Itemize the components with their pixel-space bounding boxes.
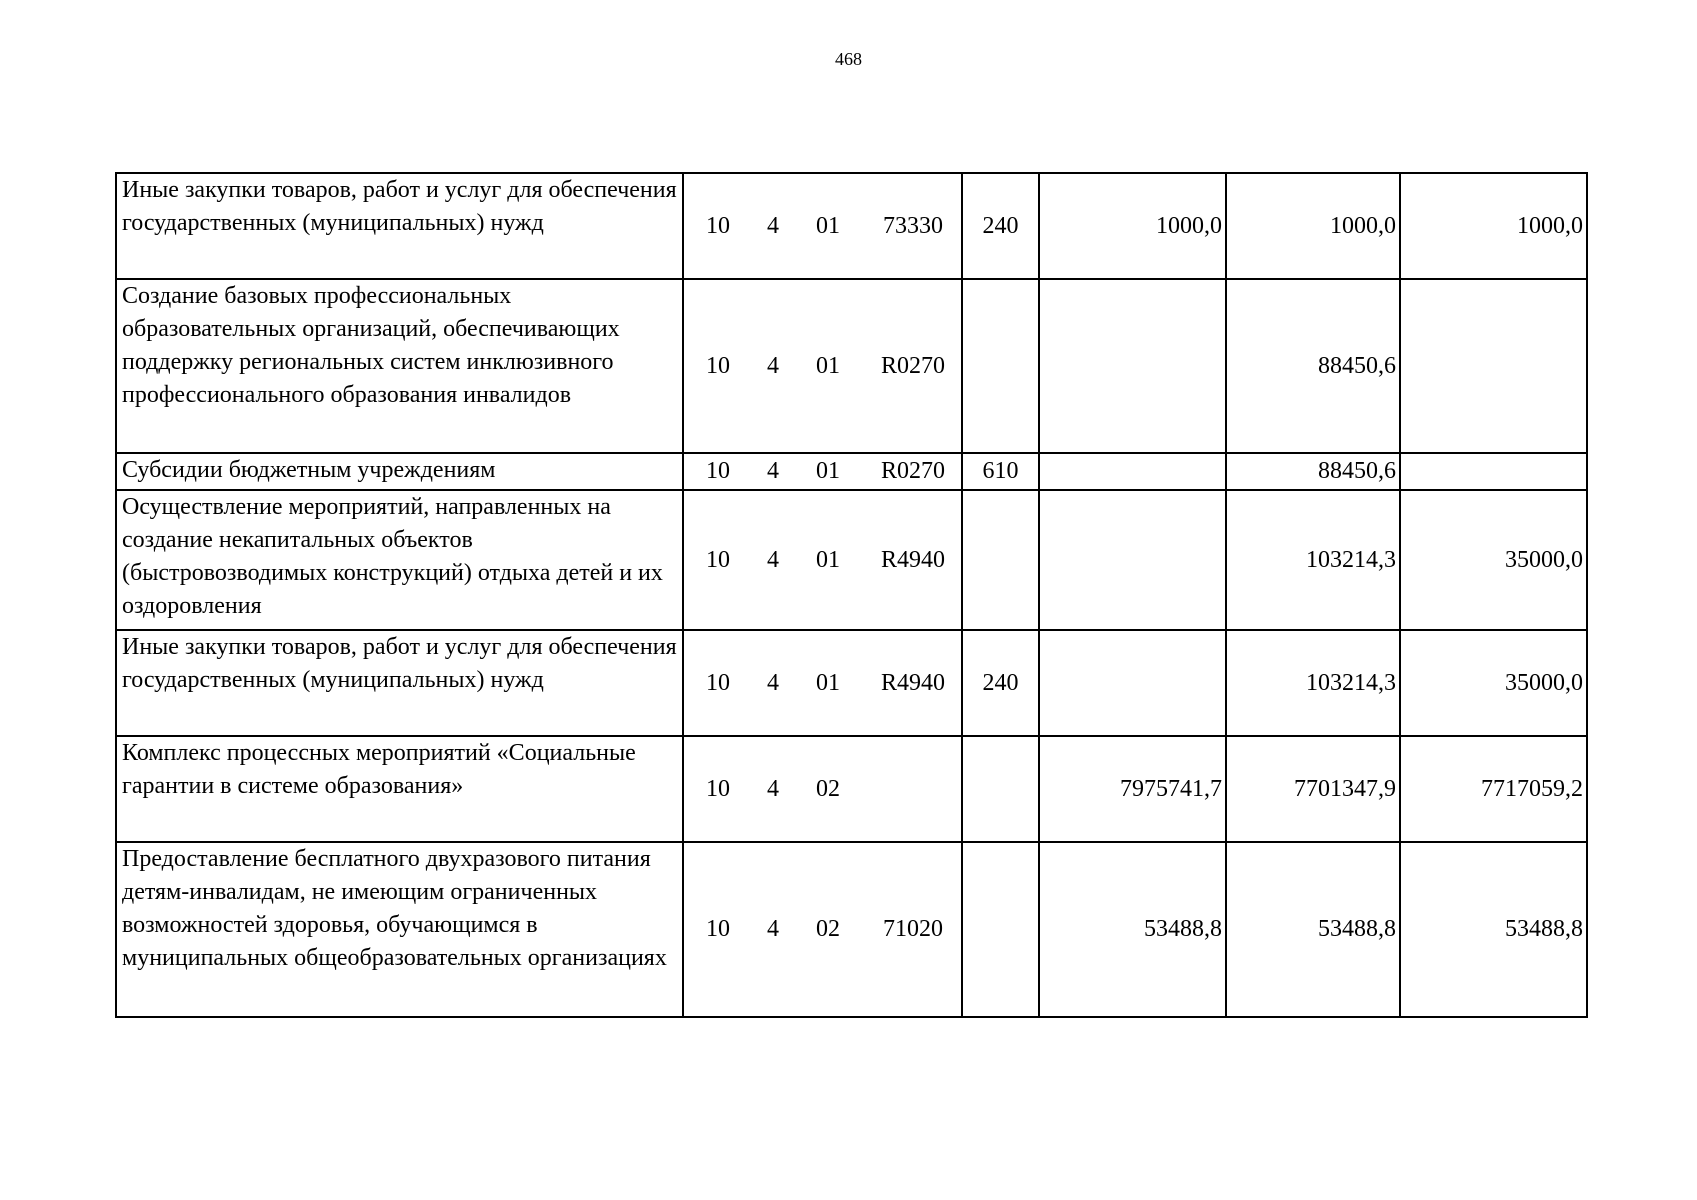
- amount-year-3: 53488,8: [1400, 842, 1587, 1017]
- subsection-code: 4: [767, 458, 779, 484]
- expense-type-code: 240: [962, 630, 1039, 736]
- amount-year-2: 103214,3: [1226, 630, 1400, 736]
- amount-year-1: 7975741,7: [1039, 736, 1226, 842]
- section-code: 10: [706, 546, 730, 573]
- amount-year-2: 103214,3: [1226, 490, 1400, 630]
- budget-table-body: [116, 173, 1587, 1017]
- item-name: Иные закупки товаров, работ и услуг для обеспечения государственных (муниципальных) нужд: [116, 173, 683, 279]
- expense-type-code: 610: [962, 453, 1039, 490]
- section-code: 10: [706, 669, 730, 696]
- amount-year-3: 35000,0: [1400, 630, 1587, 736]
- subsection-code: 4: [767, 352, 779, 379]
- item-name: Осуществление мероприятий, направленных на создание некапитальных объектов (быстровозводимых конструкций) отдыха детей и их оздоровления: [116, 490, 683, 630]
- amount-year-1: [1039, 453, 1226, 490]
- section-code: 10: [706, 212, 730, 239]
- expense-type-code: [962, 736, 1039, 842]
- table-row: [116, 736, 1587, 842]
- amount-year-2: 53488,8: [1226, 842, 1400, 1017]
- amount-year-3: 35000,0: [1400, 490, 1587, 630]
- program-code: 01: [816, 352, 840, 379]
- table-row: [116, 490, 1587, 630]
- table-row: [116, 279, 1587, 453]
- classification-codes: [683, 490, 962, 630]
- classification-codes: [683, 173, 962, 279]
- subsection-code: 4: [767, 546, 779, 573]
- item-name: Иные закупки товаров, работ и услуг для обеспечения государственных (муниципальных) нужд: [116, 630, 683, 736]
- program-code: 02: [816, 916, 840, 942]
- item-name: Субсидии бюджетным учреждениям: [116, 453, 683, 490]
- classification-codes: [683, 842, 962, 1017]
- item-name: Создание базовых профессиональных образовательных организаций, обеспечивающих поддержку региональных систем инклюзивного профессионального образования инвалидов: [116, 279, 683, 453]
- target-article-code: R0270: [880, 352, 946, 379]
- amount-year-3: 7717059,2: [1400, 736, 1587, 842]
- amount-year-1: [1039, 630, 1226, 736]
- classification-codes: [683, 279, 962, 453]
- amount-year-3: 1000,0: [1400, 173, 1587, 279]
- target-article-code: R0270: [880, 458, 946, 484]
- amount-year-2: 88450,6: [1226, 453, 1400, 490]
- target-article-code: 71020: [883, 916, 943, 942]
- amount-year-1: 1000,0: [1039, 173, 1226, 279]
- program-code: 01: [816, 458, 840, 484]
- program-code: 01: [816, 546, 840, 573]
- table-row: [116, 842, 1587, 1017]
- section-code: 10: [706, 916, 730, 942]
- classification-codes: [683, 736, 962, 842]
- amount-year-3: [1400, 453, 1587, 490]
- table-row: [116, 453, 1587, 490]
- amount-year-1: 53488,8: [1039, 842, 1226, 1017]
- amount-year-1: [1039, 279, 1226, 453]
- target-article-code: R4940: [880, 546, 946, 573]
- program-code: 01: [816, 212, 840, 239]
- amount-year-3: [1400, 279, 1587, 453]
- target-article-code: 73330: [883, 212, 943, 239]
- amount-year-2: 1000,0: [1226, 173, 1400, 279]
- program-code: 01: [816, 669, 840, 696]
- section-code: 10: [706, 352, 730, 379]
- subsection-code: 4: [767, 669, 779, 696]
- expense-type-code: [962, 490, 1039, 630]
- amount-year-2: 88450,6: [1226, 279, 1400, 453]
- subsection-code: 4: [767, 775, 779, 802]
- subsection-code: 4: [767, 916, 779, 942]
- expense-type-code: [962, 842, 1039, 1017]
- table-row: [116, 173, 1587, 279]
- classification-codes: [683, 453, 962, 490]
- target-article-code: R4940: [880, 669, 946, 696]
- expense-type-code: [962, 279, 1039, 453]
- item-name: Комплекс процессных мероприятий «Социальные гарантии в системе образования»: [116, 736, 683, 842]
- table-row: [116, 630, 1587, 736]
- program-code: 02: [816, 775, 840, 802]
- budget-table: [115, 172, 1588, 1018]
- amount-year-2: 7701347,9: [1226, 736, 1400, 842]
- subsection-code: 4: [767, 212, 779, 239]
- page-number: 468: [835, 49, 862, 69]
- section-code: 10: [706, 775, 730, 802]
- item-name: Предоставление бесплатного двухразового питания детям-инвалидам, не имеющим ограниченных возможностей здоровья, обучающимся в муниципальных общеобразовательных организациях: [116, 842, 683, 1017]
- section-code: 10: [706, 458, 730, 484]
- expense-type-code: 240: [962, 173, 1039, 279]
- classification-codes: [683, 630, 962, 736]
- amount-year-1: [1039, 490, 1226, 630]
